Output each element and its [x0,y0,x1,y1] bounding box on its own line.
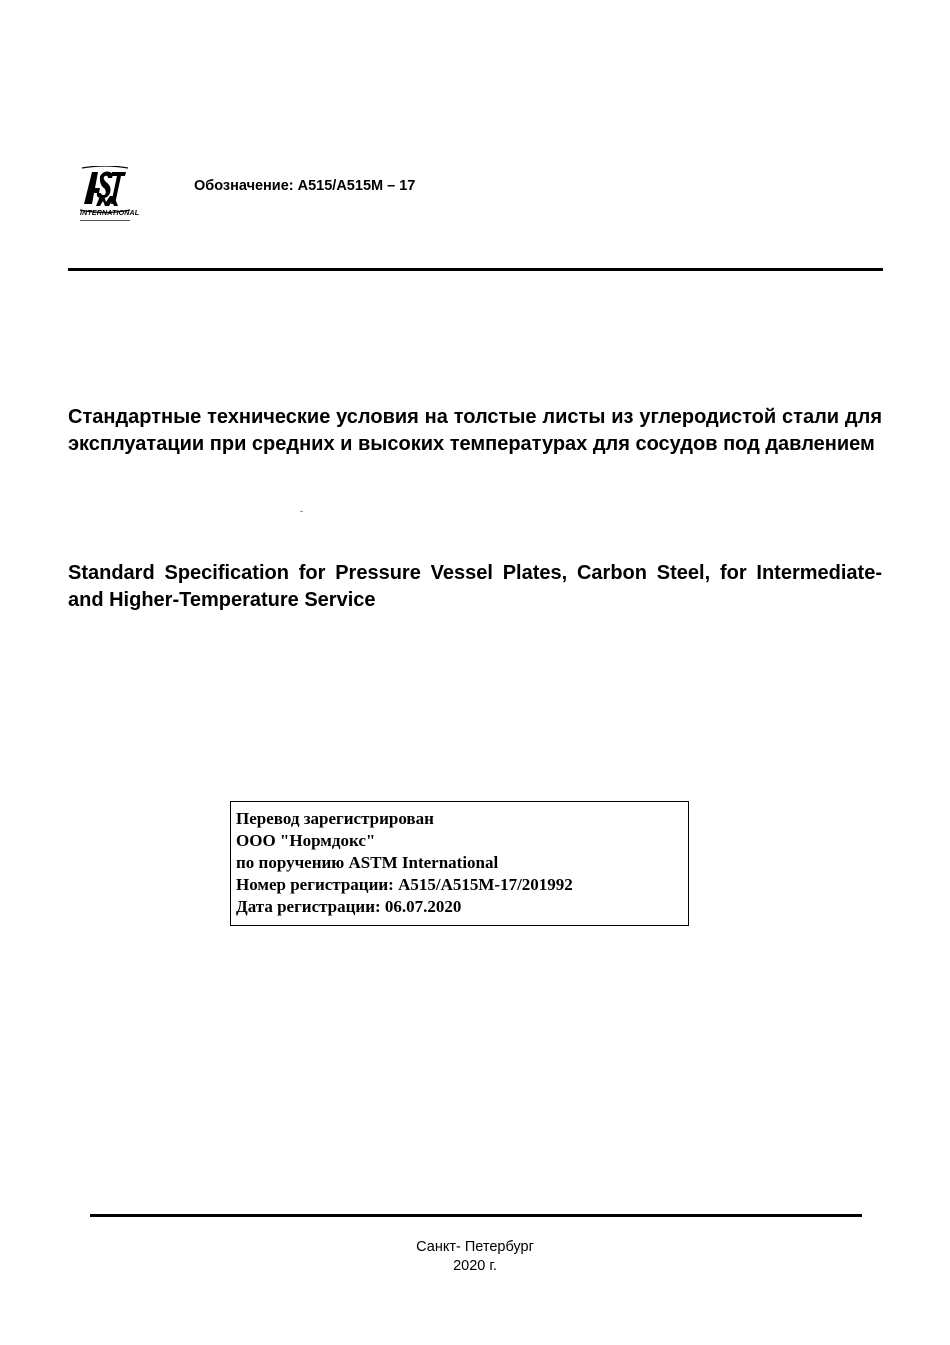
stray-mark [300,511,303,512]
registration-line: по поручению ASTM International [236,853,499,872]
footer [375,1238,575,1276]
registration-number: Номер регистрации: A515/A515M-17/201992 [236,875,573,894]
document-designation: Обозначение: A515/A515M – 17 [194,178,416,194]
registration-box [230,801,689,926]
registration-line: Перевод зарегистрирован [236,809,434,828]
footer-city: Санкт- Петербург [416,1239,534,1255]
header-divider [68,268,883,271]
footer-year: 2020 г. [453,1258,497,1274]
registration-line: ООО "Нормдокс" [236,831,376,850]
title-english: Standard Specification for Pressure Vessel Plates, Carbon Steel, for Intermediate- and Higher-Temperature Service [68,562,882,611]
footer-divider [90,1214,862,1217]
title-russian: Стандартные технические условия на толстые листы из углеродистой стали для эксплуатации при средних и высоких температурах для сосудов под давлением [68,406,882,455]
logo-text: INTERNATIONAL [80,210,140,217]
astm-logo-icon [78,166,140,224]
registration-date: Дата регистрации: 06.07.2020 [236,897,462,916]
logo-underline [80,220,130,221]
